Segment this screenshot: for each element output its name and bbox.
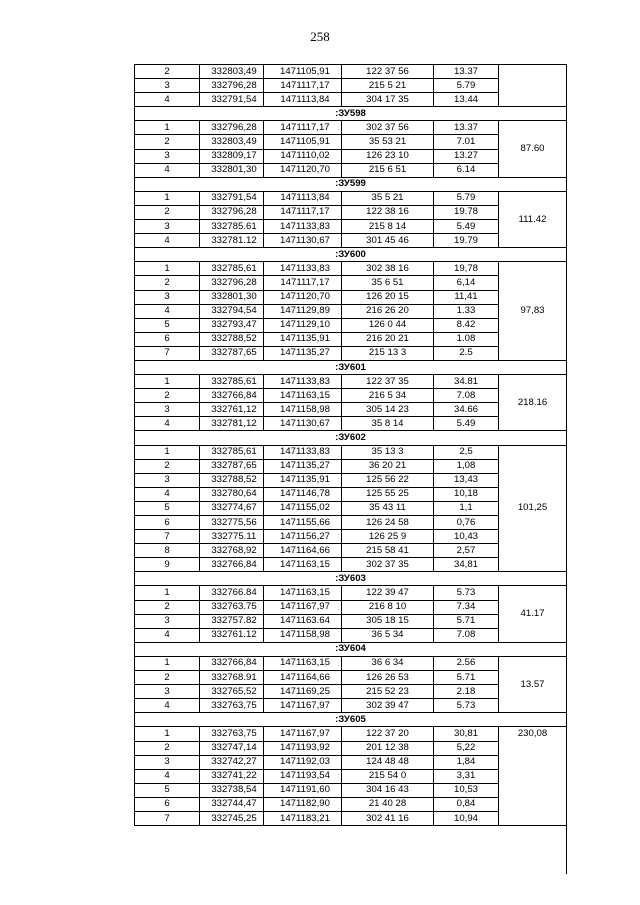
segment-length-cell: 19.79	[434, 234, 499, 248]
parcel-area-cell: 87.60	[499, 121, 567, 177]
x-coordinate-cell: 332766,84	[200, 656, 264, 670]
direction-angle-cell: 215 8 14	[342, 220, 434, 234]
parcel-area-cell: 97,83	[499, 262, 567, 361]
x-coordinate-cell: 332781,12	[200, 417, 264, 431]
x-coordinate-cell: 332785,61	[200, 445, 264, 459]
direction-angle-cell: 216 5 34	[342, 389, 434, 403]
x-coordinate-cell: 332761.12	[200, 628, 264, 642]
direction-angle-cell: 35 43 11	[342, 501, 434, 515]
y-coordinate-cell: 1471156,27	[264, 530, 342, 544]
segment-length-cell: 13.37	[434, 121, 499, 135]
y-coordinate-cell: 1471155,66	[264, 516, 342, 530]
y-coordinate-cell: 1471130,67	[264, 234, 342, 248]
point-number-cell: 9	[135, 558, 200, 572]
point-number-cell: 1	[135, 262, 200, 276]
x-coordinate-cell: 332801,30	[200, 290, 264, 304]
direction-angle-cell: 126 0 44	[342, 318, 434, 332]
direction-angle-cell: 35 8 14	[342, 417, 434, 431]
direction-angle-cell: 36 6 34	[342, 656, 434, 670]
table-row	[135, 262, 567, 276]
segment-length-cell: 8.42	[434, 318, 499, 332]
x-coordinate-cell: 332766,84	[200, 389, 264, 403]
point-number-cell: 4	[135, 417, 200, 431]
segment-length-cell: 7.01	[434, 135, 499, 149]
y-coordinate-cell: 1471158,98	[264, 628, 342, 642]
point-number-cell: 2	[135, 459, 200, 473]
direction-angle-cell: 122 37 20	[342, 727, 434, 741]
direction-angle-cell: 126 25 9	[342, 530, 434, 544]
point-number-cell: 4	[135, 304, 200, 318]
x-coordinate-cell: 332801,30	[200, 163, 264, 177]
x-coordinate-cell: 332794,54	[200, 304, 264, 318]
point-number-cell: 2	[135, 276, 200, 290]
point-number-cell: 3	[135, 290, 200, 304]
parcel-title: :ЗУ602	[135, 431, 567, 445]
x-coordinate-cell: 332774,67	[200, 501, 264, 515]
parcel-area-cell: 13.57	[499, 656, 567, 712]
x-coordinate-cell: 332791,54	[200, 93, 264, 107]
direction-angle-cell: 302 37 35	[342, 558, 434, 572]
direction-angle-cell: 126 24 58	[342, 516, 434, 530]
y-coordinate-cell: 1471163,15	[264, 586, 342, 600]
direction-angle-cell: 122 37 56	[342, 65, 434, 79]
point-number-cell: 2	[135, 600, 200, 614]
segment-length-cell: 2.56	[434, 656, 499, 670]
direction-angle-cell: 302 39 47	[342, 699, 434, 713]
y-coordinate-cell: 1471133,83	[264, 262, 342, 276]
x-coordinate-cell: 332781.12	[200, 234, 264, 248]
table-row	[135, 586, 567, 600]
y-coordinate-cell: 1471117,17	[264, 79, 342, 93]
y-coordinate-cell: 1471163.64	[264, 614, 342, 628]
direction-angle-cell: 305 18 15	[342, 614, 434, 628]
segment-length-cell: 7.08	[434, 628, 499, 642]
y-coordinate-cell: 1471135,27	[264, 346, 342, 360]
segment-length-cell: 3,31	[434, 769, 499, 783]
y-coordinate-cell: 1471120,70	[264, 163, 342, 177]
x-coordinate-cell: 332787,65	[200, 346, 264, 360]
x-coordinate-cell: 332768.91	[200, 671, 264, 685]
x-coordinate-cell: 332787,65	[200, 459, 264, 473]
x-coordinate-cell: 332803,49	[200, 135, 264, 149]
segment-length-cell: 1,84	[434, 755, 499, 769]
point-number-cell: 1	[135, 191, 200, 205]
y-coordinate-cell: 1471113,84	[264, 191, 342, 205]
section-header-row	[135, 248, 567, 262]
point-number-cell: 2	[135, 65, 200, 79]
x-coordinate-cell: 332788,52	[200, 332, 264, 346]
segment-length-cell: 5.71	[434, 671, 499, 685]
y-coordinate-cell: 1471129,89	[264, 304, 342, 318]
direction-angle-cell: 126 23 10	[342, 149, 434, 163]
segment-length-cell: 5.49	[434, 417, 499, 431]
segment-length-cell: 2.5	[434, 346, 499, 360]
y-coordinate-cell: 1471135,27	[264, 459, 342, 473]
direction-angle-cell: 301 45 46	[342, 234, 434, 248]
direction-angle-cell: 216 20 21	[342, 332, 434, 346]
direction-angle-cell: 302 38 16	[342, 262, 434, 276]
section-header-row	[135, 713, 567, 727]
section-header-row	[135, 642, 567, 656]
segment-length-cell: 13.27	[434, 149, 499, 163]
table-row	[135, 375, 567, 389]
segment-length-cell: 13.44	[434, 93, 499, 107]
table-row	[135, 65, 567, 79]
y-coordinate-cell: 1471105,91	[264, 135, 342, 149]
y-coordinate-cell: 1471182,90	[264, 797, 342, 811]
x-coordinate-cell: 332788,52	[200, 473, 264, 487]
x-coordinate-cell: 332796,28	[200, 121, 264, 135]
point-number-cell: 4	[135, 234, 200, 248]
y-coordinate-cell: 1471192,03	[264, 755, 342, 769]
point-number-cell: 4	[135, 487, 200, 501]
direction-angle-cell: 201 12 38	[342, 741, 434, 755]
segment-length-cell: 5.71	[434, 614, 499, 628]
x-coordinate-cell: 332765,52	[200, 685, 264, 699]
y-coordinate-cell: 1471191,60	[264, 783, 342, 797]
x-coordinate-cell: 332738,54	[200, 783, 264, 797]
segment-length-cell: 13.37	[434, 65, 499, 79]
x-coordinate-cell: 332780,64	[200, 487, 264, 501]
direction-angle-cell: 215 58 41	[342, 544, 434, 558]
y-coordinate-cell: 1471113,84	[264, 93, 342, 107]
x-coordinate-cell: 332775.11	[200, 530, 264, 544]
point-number-cell: 1	[135, 656, 200, 670]
y-coordinate-cell: 1471167,97	[264, 699, 342, 713]
direction-angle-cell: 122 39 47	[342, 586, 434, 600]
direction-angle-cell: 302 37 56	[342, 121, 434, 135]
segment-length-cell: 11,41	[434, 290, 499, 304]
direction-angle-cell: 124 48 48	[342, 755, 434, 769]
point-number-cell: 6	[135, 797, 200, 811]
y-coordinate-cell: 1471110,02	[264, 149, 342, 163]
section-header-row	[135, 431, 567, 445]
point-number-cell: 3	[135, 685, 200, 699]
y-coordinate-cell: 1471167,97	[264, 600, 342, 614]
point-number-cell: 1	[135, 586, 200, 600]
segment-length-cell: 0,84	[434, 797, 499, 811]
parcel-area-cell: 230,08	[499, 727, 567, 826]
segment-length-cell: 19,78	[434, 262, 499, 276]
x-coordinate-cell: 332796,28	[200, 205, 264, 219]
point-number-cell: 2	[135, 671, 200, 685]
segment-length-cell: 6.14	[434, 163, 499, 177]
page-number: 258	[310, 29, 330, 44]
parcel-title: :ЗУ605	[135, 713, 567, 727]
point-number-cell: 3	[135, 473, 200, 487]
parcel-title: :ЗУ604	[135, 642, 567, 656]
y-coordinate-cell: 1471133,83	[264, 445, 342, 459]
point-number-cell: 1	[135, 121, 200, 135]
segment-length-cell: 10,94	[434, 811, 499, 825]
y-coordinate-cell: 1471117,17	[264, 121, 342, 135]
y-coordinate-cell: 1471163,15	[264, 389, 342, 403]
y-coordinate-cell: 1471169,25	[264, 685, 342, 699]
point-number-cell: 3	[135, 755, 200, 769]
y-coordinate-cell: 1471183,21	[264, 811, 342, 825]
point-number-cell: 4	[135, 628, 200, 642]
parcel-title: :ЗУ601	[135, 360, 567, 374]
segment-length-cell: 1.08	[434, 332, 499, 346]
y-coordinate-cell: 1471164,66	[264, 544, 342, 558]
x-coordinate-cell: 332745,25	[200, 811, 264, 825]
direction-angle-cell: 35 5 21	[342, 191, 434, 205]
point-number-cell: 3	[135, 614, 200, 628]
direction-angle-cell: 215 13 3	[342, 346, 434, 360]
table-row	[135, 656, 567, 670]
x-coordinate-cell: 332785,61	[200, 262, 264, 276]
direction-angle-cell: 35 53 21	[342, 135, 434, 149]
x-coordinate-cell: 332744,47	[200, 797, 264, 811]
parcel-title: :ЗУ600	[135, 248, 567, 262]
point-number-cell: 5	[135, 501, 200, 515]
parcel-title: :ЗУ603	[135, 572, 567, 586]
y-coordinate-cell: 1471164,66	[264, 671, 342, 685]
x-coordinate-cell: 332763.75	[200, 600, 264, 614]
segment-length-cell: 34.66	[434, 403, 499, 417]
direction-angle-cell: 125 56 22	[342, 473, 434, 487]
y-coordinate-cell: 1471146,78	[264, 487, 342, 501]
x-coordinate-cell: 332785,61	[200, 375, 264, 389]
y-coordinate-cell: 1471120,70	[264, 290, 342, 304]
section-header-row	[135, 177, 567, 191]
x-coordinate-cell: 332766.84	[200, 586, 264, 600]
y-coordinate-cell: 1471135,91	[264, 473, 342, 487]
section-header-row	[135, 107, 567, 121]
direction-angle-cell: 304 16 43	[342, 783, 434, 797]
x-coordinate-cell: 332803,49	[200, 65, 264, 79]
x-coordinate-cell: 332775,56	[200, 516, 264, 530]
y-coordinate-cell: 1471155,02	[264, 501, 342, 515]
x-coordinate-cell: 332768,92	[200, 544, 264, 558]
segment-length-cell: 30,81	[434, 727, 499, 741]
point-number-cell: 2	[135, 389, 200, 403]
point-number-cell: 2	[135, 741, 200, 755]
y-coordinate-cell: 1471133,83	[264, 220, 342, 234]
segment-length-cell: 10,43	[434, 530, 499, 544]
direction-angle-cell: 304 17 35	[342, 93, 434, 107]
direction-angle-cell: 215 6 51	[342, 163, 434, 177]
y-coordinate-cell: 1471167,97	[264, 727, 342, 741]
direction-angle-cell: 35 6 51	[342, 276, 434, 290]
segment-length-cell: 10,53	[434, 783, 499, 797]
x-coordinate-cell: 332742,27	[200, 755, 264, 769]
x-coordinate-cell: 332785.61	[200, 220, 264, 234]
point-number-cell: 4	[135, 93, 200, 107]
direction-angle-cell: 35 13 3	[342, 445, 434, 459]
direction-angle-cell: 122 37 35	[342, 375, 434, 389]
x-coordinate-cell: 332761,12	[200, 403, 264, 417]
point-number-cell: 4	[135, 769, 200, 783]
direction-angle-cell: 122 38 16	[342, 205, 434, 219]
segment-length-cell: 5.79	[434, 79, 499, 93]
parcel-area-cell: 41.17	[499, 586, 567, 642]
parcel-area-cell: 218.16	[499, 375, 567, 431]
point-number-cell: 3	[135, 79, 200, 93]
y-coordinate-cell: 1471163,15	[264, 558, 342, 572]
segment-length-cell: 1.33	[434, 304, 499, 318]
direction-angle-cell: 216 26 20	[342, 304, 434, 318]
y-coordinate-cell: 1471133,83	[264, 375, 342, 389]
segment-length-cell: 7.34	[434, 600, 499, 614]
x-coordinate-cell: 332763,75	[200, 699, 264, 713]
segment-length-cell: 5.73	[434, 699, 499, 713]
x-coordinate-cell: 332796,28	[200, 79, 264, 93]
table-row	[135, 191, 567, 205]
y-coordinate-cell: 1471117,17	[264, 276, 342, 290]
segment-length-cell: 34.81	[434, 375, 499, 389]
area-cell	[499, 65, 567, 107]
point-number-cell: 5	[135, 783, 200, 797]
segment-length-cell: 1,08	[434, 459, 499, 473]
point-number-cell: 1	[135, 375, 200, 389]
y-coordinate-cell: 1471135,91	[264, 332, 342, 346]
direction-angle-cell: 302 41 16	[342, 811, 434, 825]
x-coordinate-cell: 332747,14	[200, 741, 264, 755]
point-number-cell: 2	[135, 135, 200, 149]
segment-length-cell: 2,57	[434, 544, 499, 558]
coordinates-table	[134, 64, 567, 826]
segment-length-cell: 5.79	[434, 191, 499, 205]
table-right-edge	[566, 64, 567, 874]
direction-angle-cell: 215 52 23	[342, 685, 434, 699]
point-number-cell: 3	[135, 149, 200, 163]
point-number-cell: 6	[135, 332, 200, 346]
direction-angle-cell: 215 54 0	[342, 769, 434, 783]
point-number-cell: 4	[135, 163, 200, 177]
segment-length-cell: 2,5	[434, 445, 499, 459]
x-coordinate-cell: 332763,75	[200, 727, 264, 741]
segment-length-cell: 19.78	[434, 205, 499, 219]
direction-angle-cell: 126 20 15	[342, 290, 434, 304]
y-coordinate-cell: 1471130,67	[264, 417, 342, 431]
direction-angle-cell: 21 40 28	[342, 797, 434, 811]
segment-length-cell: 13,43	[434, 473, 499, 487]
direction-angle-cell: 36 20 21	[342, 459, 434, 473]
direction-angle-cell: 36 5 34	[342, 628, 434, 642]
y-coordinate-cell: 1471129,10	[264, 318, 342, 332]
point-number-cell: 3	[135, 403, 200, 417]
direction-angle-cell: 215 5 21	[342, 79, 434, 93]
point-number-cell: 3	[135, 220, 200, 234]
segment-length-cell: 7.08	[434, 389, 499, 403]
segment-length-cell: 5.73	[434, 586, 499, 600]
point-number-cell: 8	[135, 544, 200, 558]
segment-length-cell: 1,1	[434, 501, 499, 515]
x-coordinate-cell: 332793,47	[200, 318, 264, 332]
x-coordinate-cell: 332741,22	[200, 769, 264, 783]
table-row	[135, 445, 567, 459]
parcel-area-cell: 111.42	[499, 191, 567, 247]
parcel-title: :ЗУ599	[135, 177, 567, 191]
segment-length-cell: 34,81	[434, 558, 499, 572]
direction-angle-cell: 126 26 53	[342, 671, 434, 685]
point-number-cell: 6	[135, 516, 200, 530]
x-coordinate-cell: 332757.82	[200, 614, 264, 628]
parcel-title: :ЗУ598	[135, 107, 567, 121]
y-coordinate-cell: 1471117,17	[264, 205, 342, 219]
table-row	[135, 727, 567, 741]
y-coordinate-cell: 1471105,91	[264, 65, 342, 79]
segment-length-cell: 5,22	[434, 741, 499, 755]
segment-length-cell: 0,76	[434, 516, 499, 530]
point-number-cell: 4	[135, 699, 200, 713]
point-number-cell: 7	[135, 530, 200, 544]
x-coordinate-cell: 332809,17	[200, 149, 264, 163]
y-coordinate-cell: 1471193,92	[264, 741, 342, 755]
point-number-cell: 1	[135, 445, 200, 459]
x-coordinate-cell: 332766,84	[200, 558, 264, 572]
y-coordinate-cell: 1471158,98	[264, 403, 342, 417]
point-number-cell: 1	[135, 727, 200, 741]
point-number-cell: 7	[135, 811, 200, 825]
y-coordinate-cell: 1471193,54	[264, 769, 342, 783]
direction-angle-cell: 216 8 10	[342, 600, 434, 614]
table-row	[135, 121, 567, 135]
x-coordinate-cell: 332791,54	[200, 191, 264, 205]
segment-length-cell: 6,14	[434, 276, 499, 290]
segment-length-cell: 2.18	[434, 685, 499, 699]
y-coordinate-cell: 1471163,15	[264, 656, 342, 670]
direction-angle-cell: 125 55 25	[342, 487, 434, 501]
point-number-cell: 7	[135, 346, 200, 360]
point-number-cell: 2	[135, 205, 200, 219]
direction-angle-cell: 305 14 23	[342, 403, 434, 417]
x-coordinate-cell: 332796,28	[200, 276, 264, 290]
point-number-cell: 5	[135, 318, 200, 332]
section-header-row	[135, 572, 567, 586]
segment-length-cell: 10,18	[434, 487, 499, 501]
segment-length-cell: 5.49	[434, 220, 499, 234]
parcel-area-cell: 101,25	[499, 445, 567, 572]
section-header-row	[135, 360, 567, 374]
